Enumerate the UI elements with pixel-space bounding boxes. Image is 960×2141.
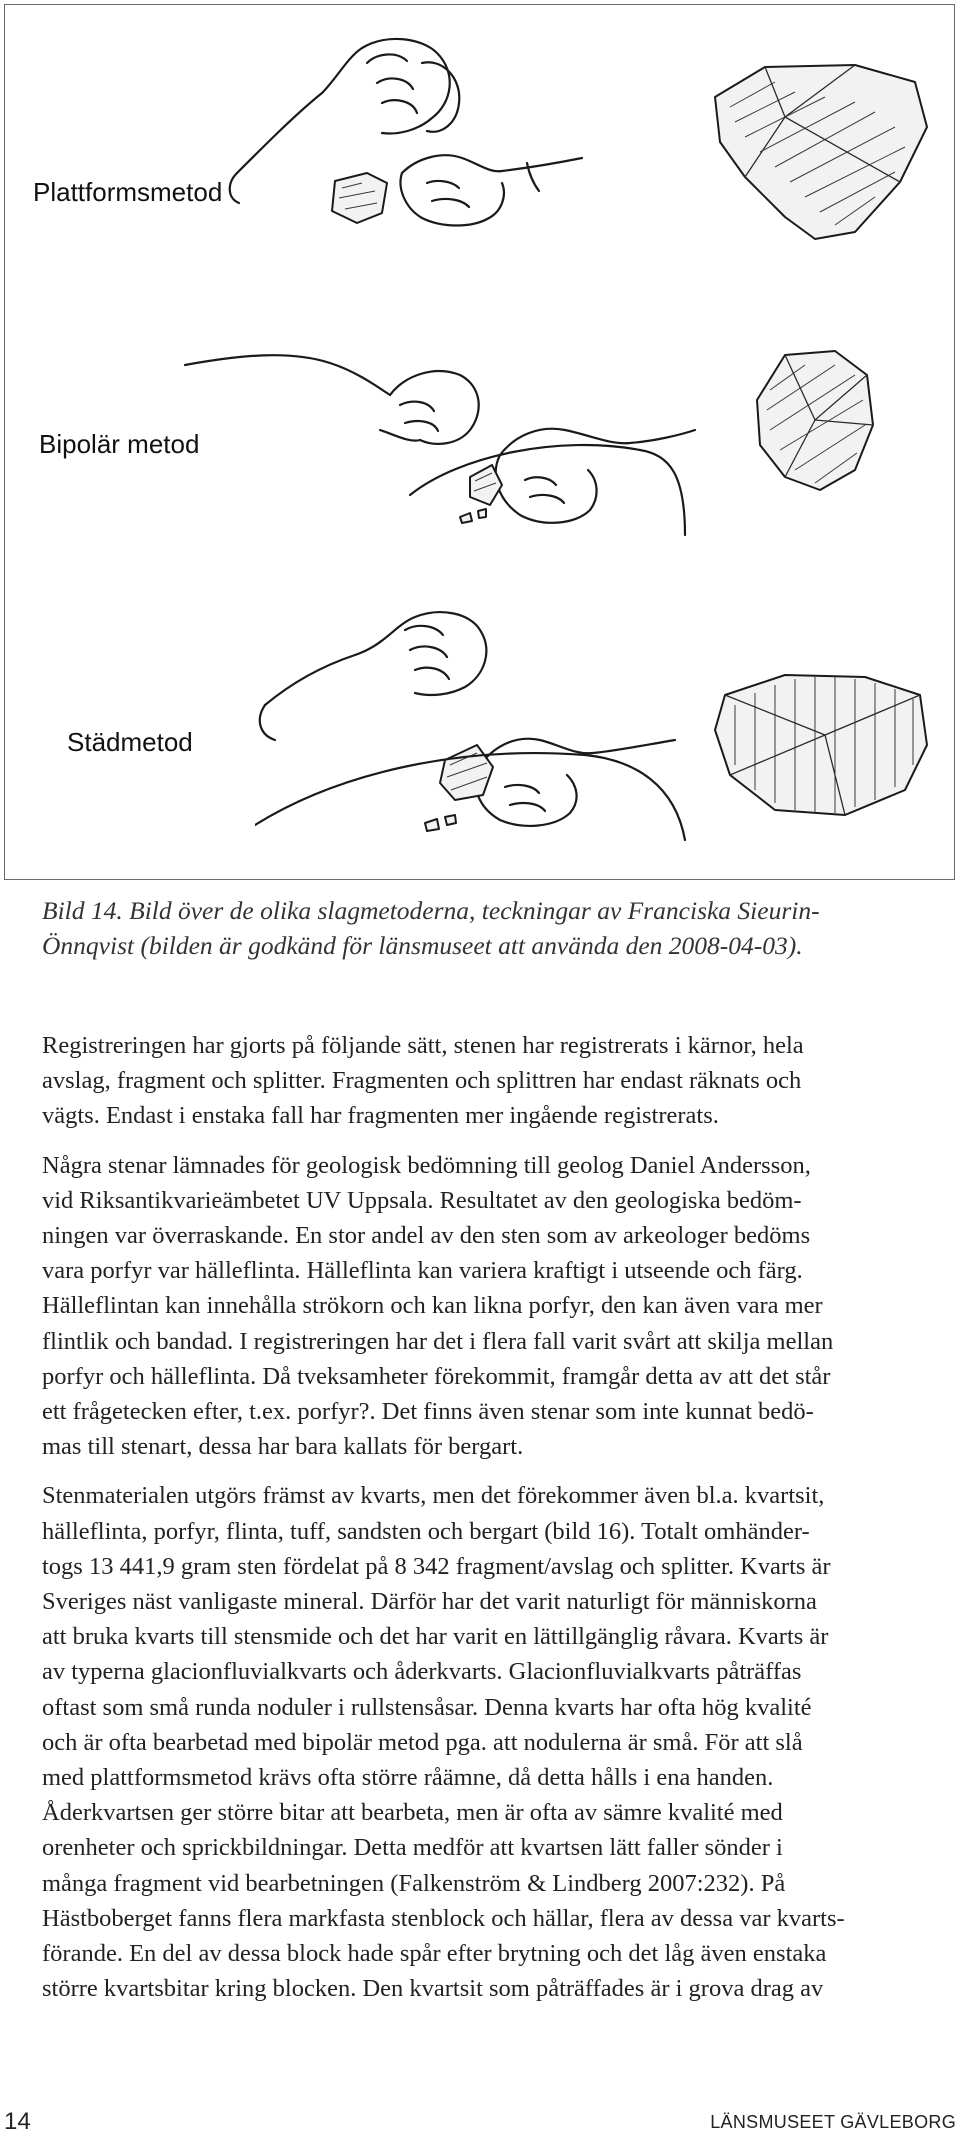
text-line: Registreringen har gjorts på följande sätt, stenen har registrerats i kärnor, hela xyxy=(42,1032,804,1059)
text-line: flintlik och bandad. I registreringen har det i flera fall varit svårt att skilja mellan xyxy=(42,1327,834,1355)
bipolar-core-illustration xyxy=(745,345,885,495)
text-line: förande. En del av dessa block hade spår efter brytning och det låg även enstaka xyxy=(42,1940,827,1968)
platform-hands-illustration xyxy=(227,23,587,243)
figure-frame xyxy=(4,4,955,880)
text-line: hälleflinta, porfyr, flinta, tuff, sandsten och bergart (bild 16). Totalt omhänder- xyxy=(42,1517,810,1545)
platform-core-illustration xyxy=(705,57,935,247)
text-line: vägts. Endast i enstaka fall har fragmenten mer ingående registrerats. xyxy=(42,1102,719,1130)
figure-caption xyxy=(42,893,937,963)
bipolar-hands-illustration xyxy=(180,335,700,555)
page-number: 14 xyxy=(4,2108,31,2135)
text-line: porfyr och hälleflinta. Då tveksamheter förekommit, framgår detta av att det står xyxy=(42,1362,831,1390)
paragraph-geology xyxy=(42,1148,942,1465)
text-line: Åderkvartsen ger större bitar att bearbeta, men är ofta av sämre kvalité med xyxy=(42,1799,783,1827)
text-line: ningen var överraskande. En stor andel av den sten som av arkeologer bedöms xyxy=(42,1222,811,1250)
paragraph-registration xyxy=(42,1028,942,1134)
body-text xyxy=(42,1028,942,2020)
text-line: med plattformsmetod krävs ofta större råämne, då detta hålls i ena handen. xyxy=(42,1764,774,1792)
anvil-core-illustration xyxy=(705,665,935,825)
text-line: vara porfyr var hälleflinta. Hälleflinta kan variera kraftigt i utseende och färg. xyxy=(42,1257,803,1285)
caption-line: Önnqvist (bilden är godkänd för länsmuseet att använda den 2008-04-03). xyxy=(42,931,803,960)
text-line: av typerna glacionfluvialkvarts och åderkvarts. Glacionfluvialkvarts påträffas xyxy=(42,1658,802,1686)
label-anvil-method: Städmetod xyxy=(67,727,193,757)
text-line: och är ofta bearbetad med bipolär metod pga. att nodulerna är små. För att slå xyxy=(42,1728,803,1756)
text-line: oftast som små runda noduler i rullstensåsar. Denna kvarts har ofta hög kvalité xyxy=(42,1693,812,1721)
text-line: avslag, fragment och splitter. Fragmenten och splittren har endast räknats och xyxy=(42,1067,802,1095)
label-bipolar-method: Bipolär metod xyxy=(39,429,200,459)
text-line: Hälleflintan kan innehålla strökorn och kan likna porfyr, den kan även vara mer xyxy=(42,1292,823,1320)
text-line: att bruka kvarts till stensmide och det har varit en lättillgänglig råvara. Kvarts är xyxy=(42,1623,829,1651)
text-line: Stenmaterialen utgörs främst av kvarts, men det förekommer även bl.a. kvartsit, xyxy=(42,1482,825,1510)
label-platform-method: Plattformsmetod xyxy=(33,177,223,207)
text-line: Några stenar lämnades för geologisk bedömning till geolog Daniel Andersson, xyxy=(42,1151,811,1179)
text-line: Hästboberget fanns flera markfasta stenblock och hällar, flera av dessa var kvarts- xyxy=(42,1904,845,1932)
caption-line: Bild 14. Bild över de olika slagmetoderna, teckningar av Franciska Sieurin- xyxy=(42,896,820,925)
publisher-name: LÄNSMUSEET GÄVLEBORG xyxy=(710,2112,956,2132)
text-line: togs 13 441,9 gram sten fördelat på 8 342 fragment/avslag och splitter. Kvarts är xyxy=(42,1552,831,1580)
anvil-hands-illustration xyxy=(255,595,695,845)
text-line: Sveriges näst vanligaste mineral. Därför har det varit naturligt för människorna xyxy=(42,1588,817,1616)
text-line: mas till stenart, dessa har bara kallats för bergart. xyxy=(42,1433,524,1461)
text-line: ett frågetecken efter, t.ex. porfyr?. Det finns även stenar som inte kunnat bedö- xyxy=(42,1398,814,1426)
text-line: många fragment vid bearbetningen (Falkenström & Lindberg 2007:232). På xyxy=(42,1869,786,1897)
text-line: vid Riksantikvarieämbetet UV Uppsala. Resultatet av den geologiska bedöm- xyxy=(42,1186,802,1214)
text-line: orenheter och sprickbildningar. Detta medför att kvartsen lätt faller sönder i xyxy=(42,1834,783,1862)
text-line: större kvartsbitar kring blocken. Den kvartsit som påträffades är i grova drag av xyxy=(42,1975,824,2003)
paragraph-stone-material xyxy=(42,1478,942,2006)
